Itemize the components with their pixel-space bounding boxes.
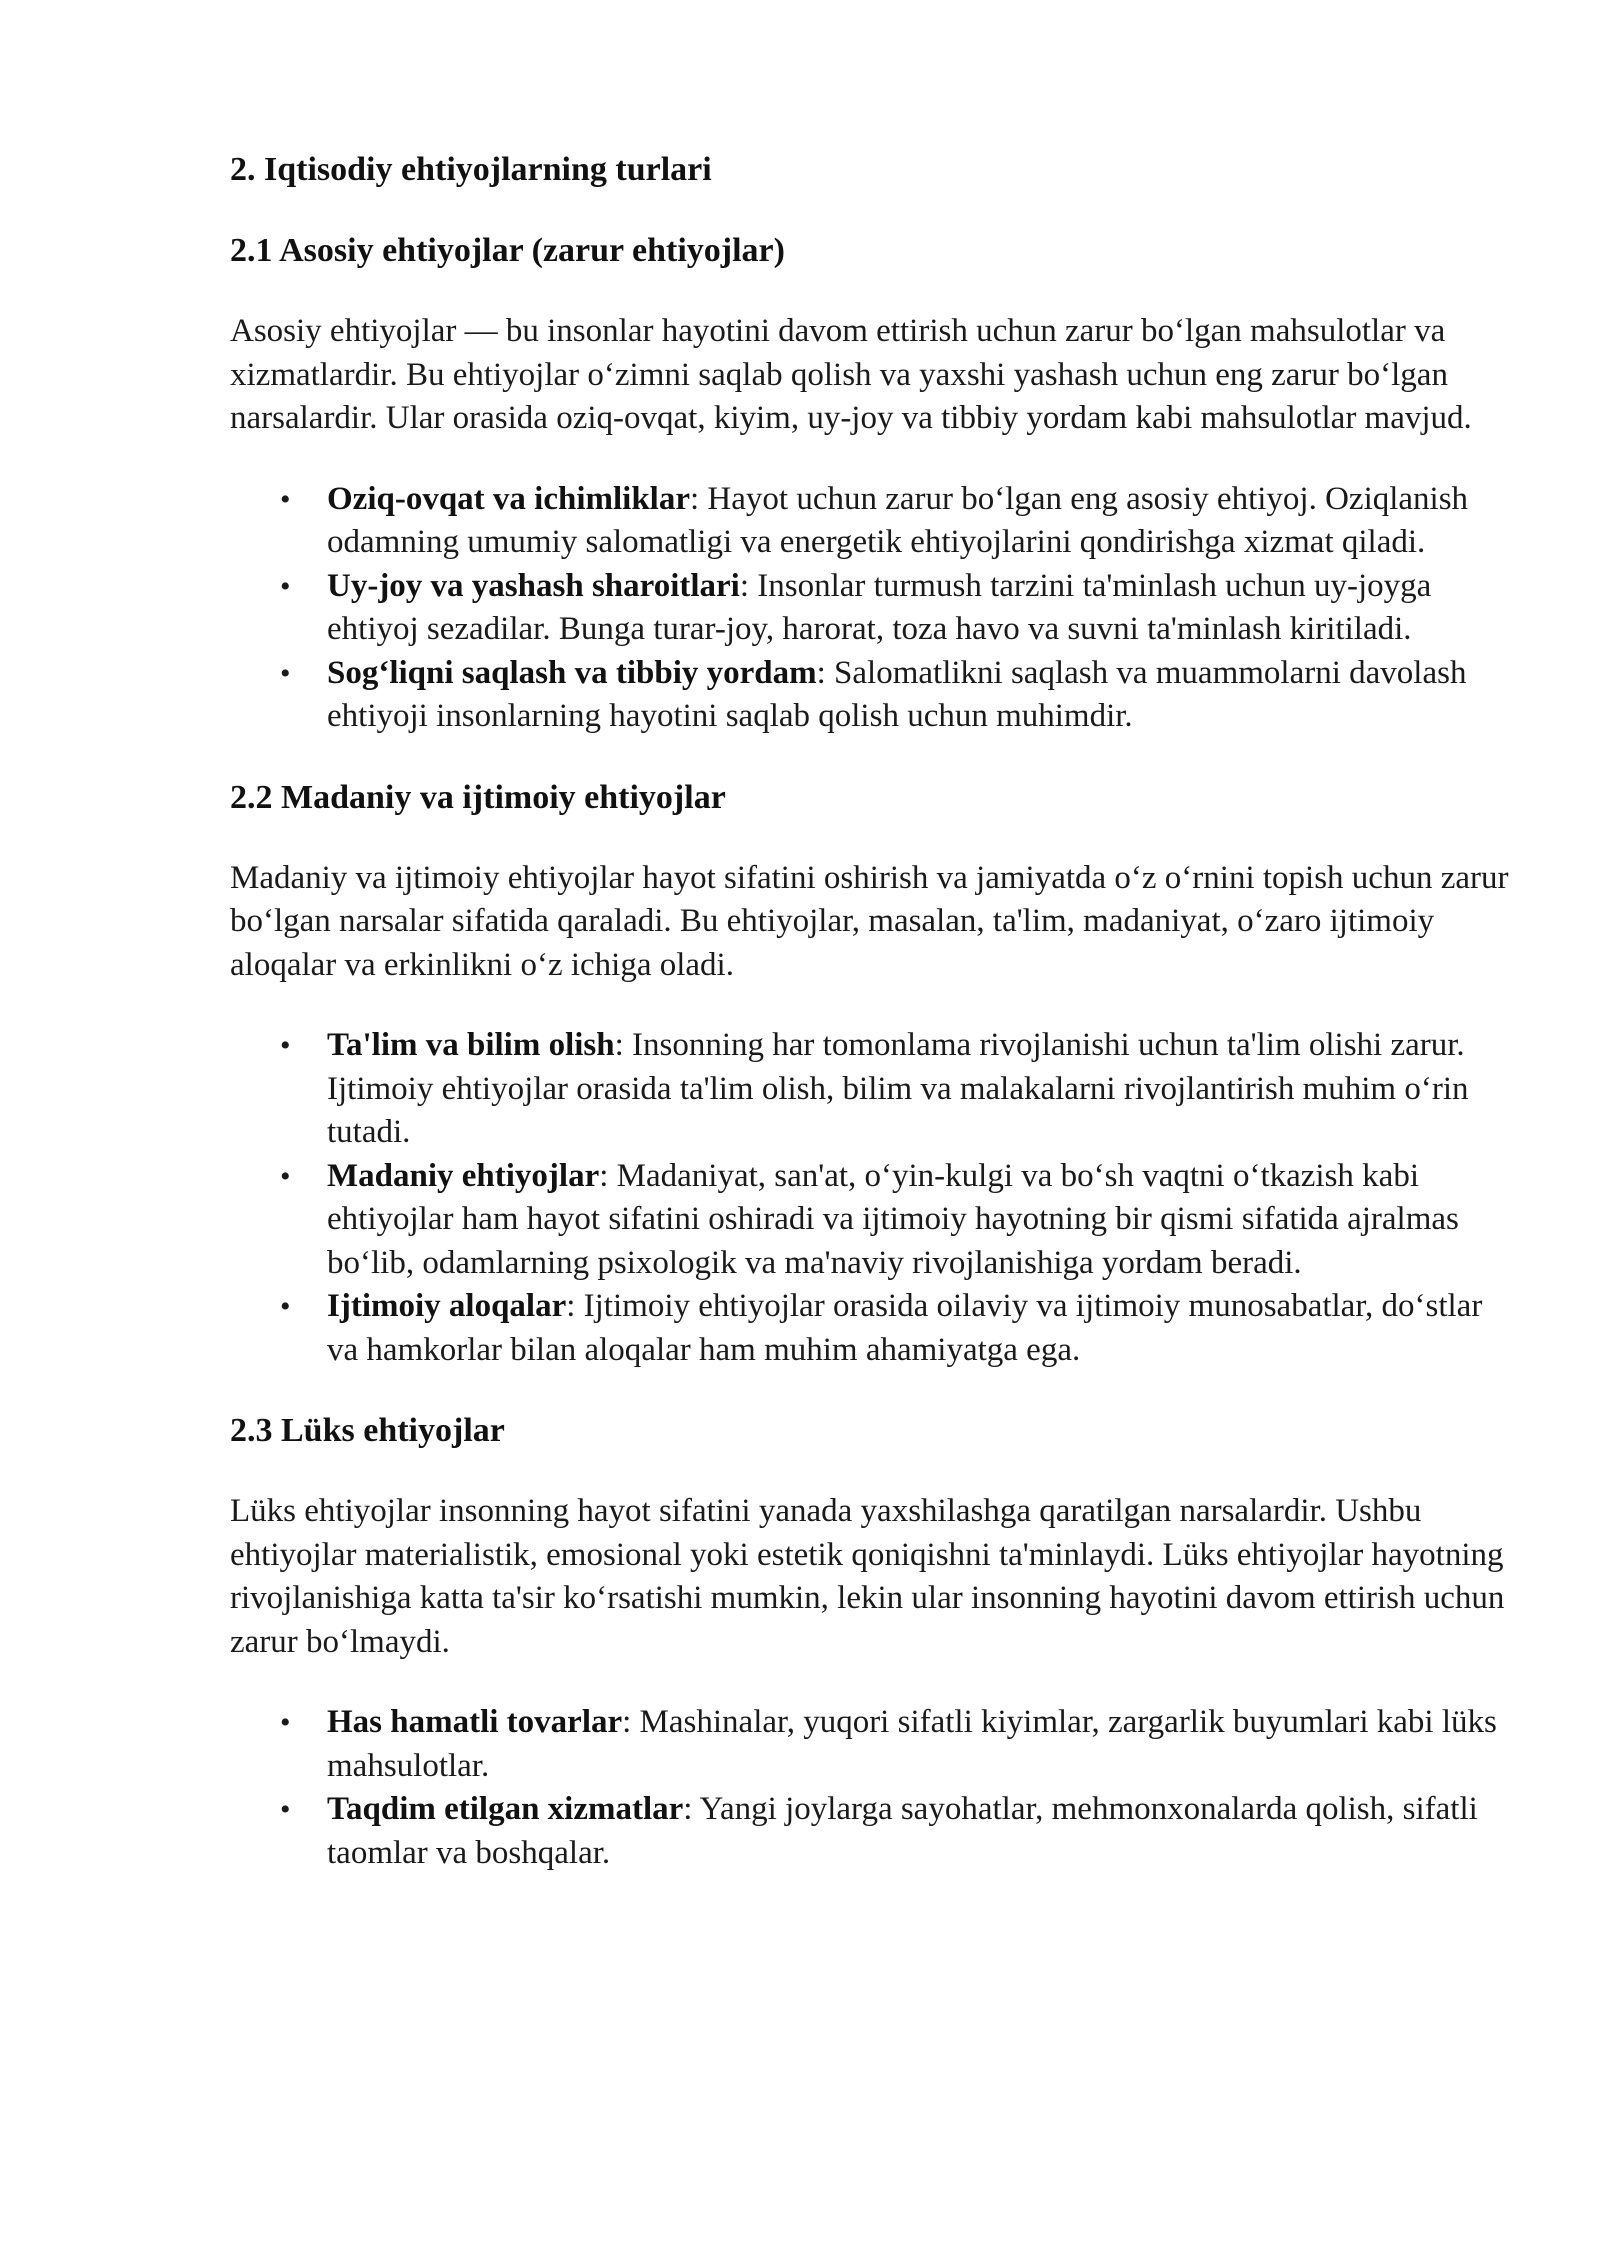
section-cultural-social-needs xyxy=(230,776,1510,1373)
section-title: 2. Iqtisodiy ehtiyojlarning turlari xyxy=(230,151,712,188)
section-basic-needs xyxy=(230,229,1510,739)
list-item-text: : Insonning har tomonlama rivojlanishi uchun ta'lim olishi zarur. Ijtimoiy ehtiyojlar orasida ta'lim olish, bilim va malakalarni rivojlantirish muhim o‘rin tutadi. xyxy=(327,1027,1469,1150)
bullet-list xyxy=(230,1701,1510,1875)
bullet-icon: • xyxy=(280,1159,291,1193)
bullet-icon: • xyxy=(280,482,291,516)
list-item-term: Madaniy ehtiyojlar xyxy=(327,1157,600,1194)
subsection-heading: 2.3 Lüks ehtiyojlar xyxy=(230,1412,505,1449)
list-item-term: Sog‘liqni saqlash va tibbiy yordam xyxy=(327,654,817,691)
list-item-text: : Ijtimoiy ehtiyojlar orasida oilaviy va ijtimoiy munosabatlar, do‘stlar va hamkorlar bilan aloqalar ham muhim ahamiyatga ega. xyxy=(327,1288,1483,1368)
list-item-term: Taqdim etilgan xizmatlar xyxy=(327,1791,684,1827)
section-luxury-needs xyxy=(230,1409,1510,1875)
bullet-icon: • xyxy=(280,1706,291,1739)
list-item-term: Uy-joy va yashash sharoitlari xyxy=(327,567,740,604)
bullet-list xyxy=(230,478,1510,739)
list-item-text: : Insonlar turmush tarzini ta'minlash uchun uy-joyga ehtiyoj sezadilar. Bunga turar-joy, harorat, toza havo va suvni ta'minlash kiritiladi. xyxy=(327,567,1432,647)
subsection-paragraph: Madaniy va ijtimoiy ehtiyojlar hayot sifatini oshirish va jamiyatda o‘z o‘rnini topish uchun zarur bo‘lgan narsalar sifatida qaraladi. Bu ehtiyojlar, masalan, ta'lim, madaniyat, o‘zaro ijtimoiy aloqalar va erkinlikni o‘z ichiga oladi. xyxy=(230,859,1509,983)
subsection-paragraph: Asosiy ehtiyojlar — bu insonlar hayotini davom ettirish uchun zarur bo‘lgan mahsulotlar va xizmatlardir. Bu ehtiyojlar o‘zimni saqlab qolish va yaxshi yashash uchun eng zarur bo‘lgan narsalardir. Ular orasida oziq-ovqat, kiyim, uy-joy va tibbiy yordam kabi mahsulotlar mavjud. xyxy=(230,313,1472,436)
list-item-text: : Yangi joylarga sayohatlar, mehmonxonalarda qolish, sifatli taomlar va boshqalar. xyxy=(327,1791,1478,1871)
bullet-icon: • xyxy=(280,1793,291,1826)
list-item xyxy=(230,1024,1510,1155)
list-item xyxy=(230,1155,1510,1286)
list-item xyxy=(230,652,1510,739)
subsection-paragraph: Lüks ehtiyojlar insonning hayot sifatini yanada yaxshilashga qaratilgan narsalardir. Ushbu ehtiyojlar materialistik, emosional yoki estetik qoniqishni ta'minlaydi. Lüks ehtiyojlar hayotning rivojlanishiga katta ta'sir ko‘rsatishi mumkin, lekin ular insonning hayotini davom ettirish uchun zarur bo‘lmaydi. xyxy=(230,1493,1505,1660)
list-item-text: : Madaniyat, san'at, o‘yin-kulgi va bo‘sh vaqtni o‘tkazish kabi ehtiyojlar ham hayot sifatini oshiradi va ijtimoiy hayotning bir qismi sifatida ajralmas bo‘lib, odamlarning psixologik va ma'naviy rivojlanishiga yordam beradi. xyxy=(327,1157,1459,1281)
bullet-icon: • xyxy=(280,1029,291,1062)
list-item-text: : Salomatlikni saqlash va muammolarni davolash ehtiyoji insonlarning hayotini saqlab qolish uchun muhimdir. xyxy=(327,654,1467,734)
list-item xyxy=(230,1788,1510,1875)
list-item xyxy=(230,565,1510,652)
bullet-icon: • xyxy=(280,569,291,603)
list-item-term: Ta'lim va bilim olish xyxy=(327,1027,615,1063)
list-item-term: Has hamatli tovarlar xyxy=(327,1704,623,1740)
list-item-term: Ijtimoiy aloqalar xyxy=(327,1288,567,1324)
document-page xyxy=(230,148,1510,1912)
list-item-text: : Hayot uchun zarur bo‘lgan eng asosiy ehtiyoj. Oziqlanish odamning umumiy salomatligi va energetik ehtiyojlarini qondirishga xizmat qiladi. xyxy=(327,480,1469,560)
bullet-list xyxy=(230,1024,1510,1372)
bullet-icon: • xyxy=(280,656,291,690)
list-item xyxy=(230,1285,1510,1372)
list-item-text: : Mashinalar, yuqori sifatli kiyimlar, zargarlik buyumlari kabi lüks mahsulotlar. xyxy=(327,1704,1497,1784)
bullet-icon: • xyxy=(280,1290,291,1323)
subsection-heading: 2.1 Asosiy ehtiyojlar (zarur ehtiyojlar) xyxy=(230,232,785,269)
list-item xyxy=(230,1701,1510,1788)
subsection-heading: 2.2 Madaniy va ijtimoiy ehtiyojlar xyxy=(230,778,726,816)
list-item xyxy=(230,478,1510,565)
list-item-term: Oziq-ovqat va ichimliklar xyxy=(327,480,690,517)
